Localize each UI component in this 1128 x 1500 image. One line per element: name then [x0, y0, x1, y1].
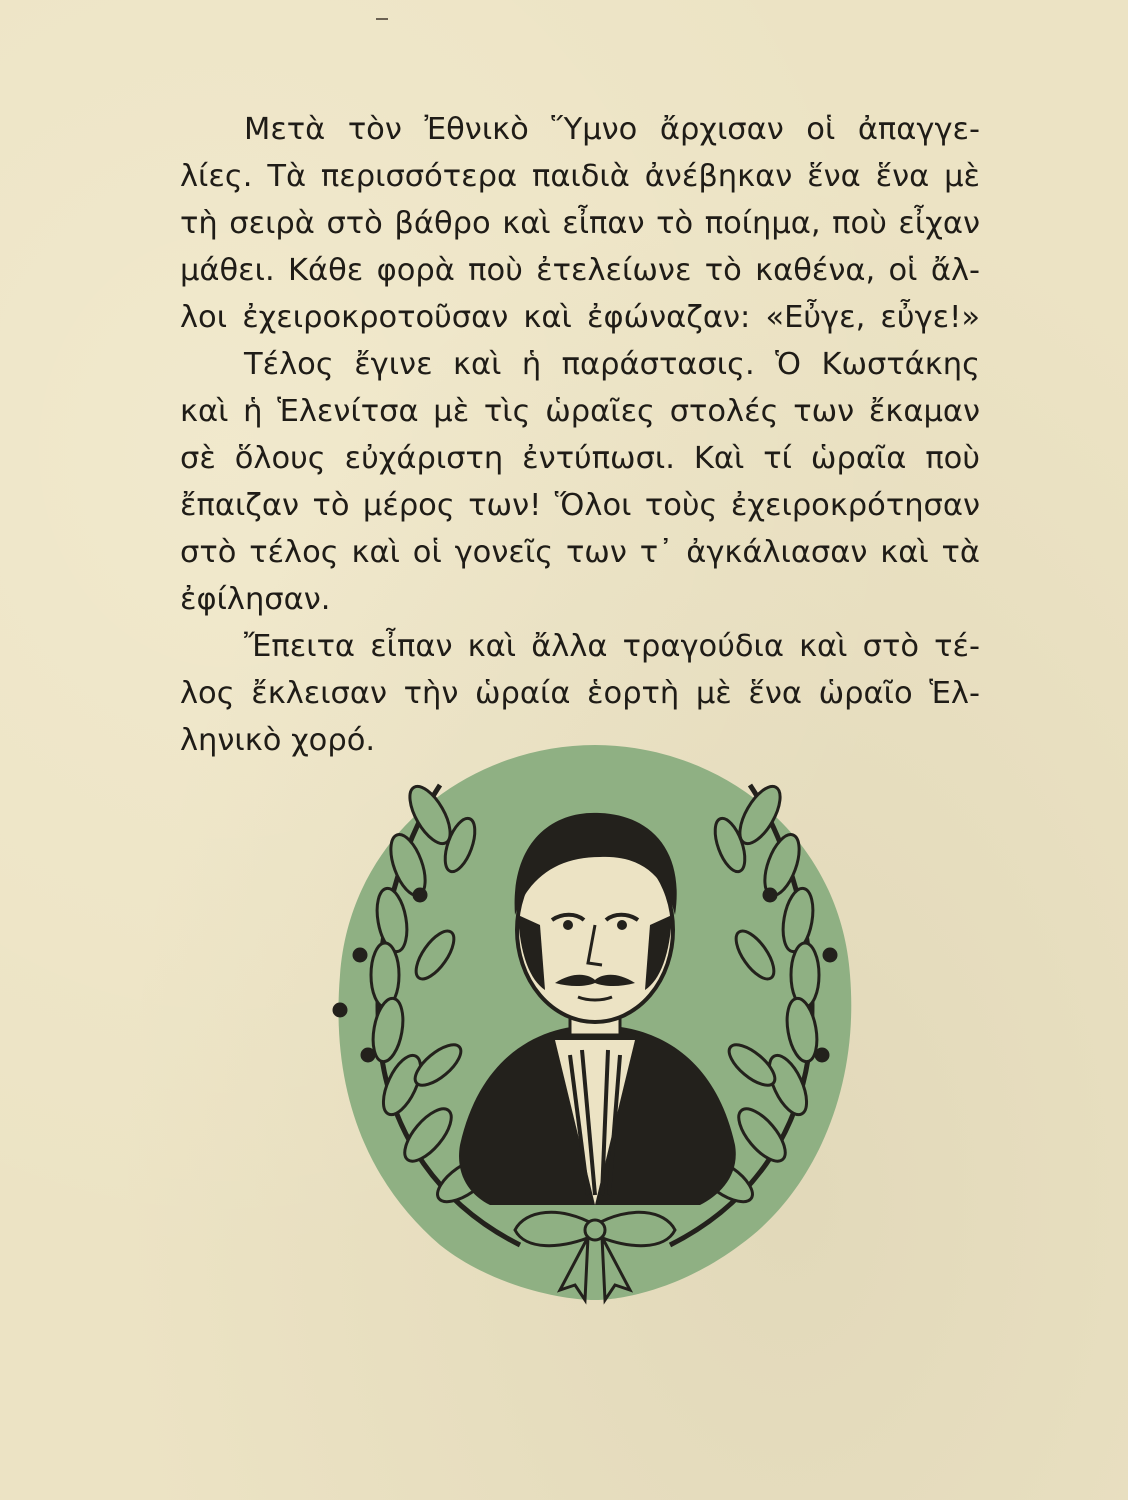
- text-line: ληνικὸ χορό.: [180, 723, 376, 758]
- paragraph-1: [180, 106, 980, 341]
- text-line: λοι ἐχειροκροτοῦσαν καὶ ἐφώναζαν: «Εὖγε, εὖγε!»: [180, 300, 980, 335]
- text-line: Μετὰ τὸν Ἐθνικὸ Ὕμνο ἄρχισαν οἱ ἀπαγγε-: [244, 112, 980, 147]
- text-line: στὸ τέλος καὶ οἱ γονεῖς των τ᾿ ἀγκάλιασαν καὶ τὰ: [180, 535, 980, 570]
- print-mark: [376, 18, 388, 20]
- text-line: λος ἔκλεισαν τὴν ὡραία ἑορτὴ μὲ ἕνα ὡραῖο Ἑλ-: [180, 676, 980, 711]
- portrait-wreath-illustration: [320, 725, 870, 1305]
- text-line: μάθει. Κάθε φορὰ ποὺ ἐτελείωνε τὸ καθένα, οἱ ἄλ-: [180, 253, 980, 288]
- text-line: ἐφίλησαν.: [180, 582, 331, 617]
- body-text: [180, 106, 980, 764]
- text-line: λίες. Τὰ περισσότερα παιδιὰ ἀνέβηκαν ἕνα ἕνα μὲ: [180, 159, 980, 194]
- paragraph-2: [180, 341, 980, 623]
- text-line: τὴ σειρὰ στὸ βάθρο καὶ εἶπαν τὸ ποίημα, ποὺ εἶχαν: [180, 206, 980, 241]
- text-line: καὶ ἡ Ἑλενίτσα μὲ τὶς ὡραῖες στολές των ἔκαμαν: [180, 394, 980, 429]
- text-line: σὲ ὅλους εὐχάριστη ἐντύπωσι. Καὶ τί ὡραῖα ποὺ: [180, 441, 980, 476]
- text-line: ἔπαιζαν τὸ μέρος των! Ὅλοι τοὺς ἐχειροκρότησαν: [180, 488, 980, 523]
- text-line: Ἔπειτα εἶπαν καὶ ἄλλα τραγούδια καὶ στὸ τέ-: [244, 629, 980, 664]
- text-line: Τέλος ἔγινε καὶ ἡ παράστασις. Ὁ Κωστάκης: [244, 347, 980, 382]
